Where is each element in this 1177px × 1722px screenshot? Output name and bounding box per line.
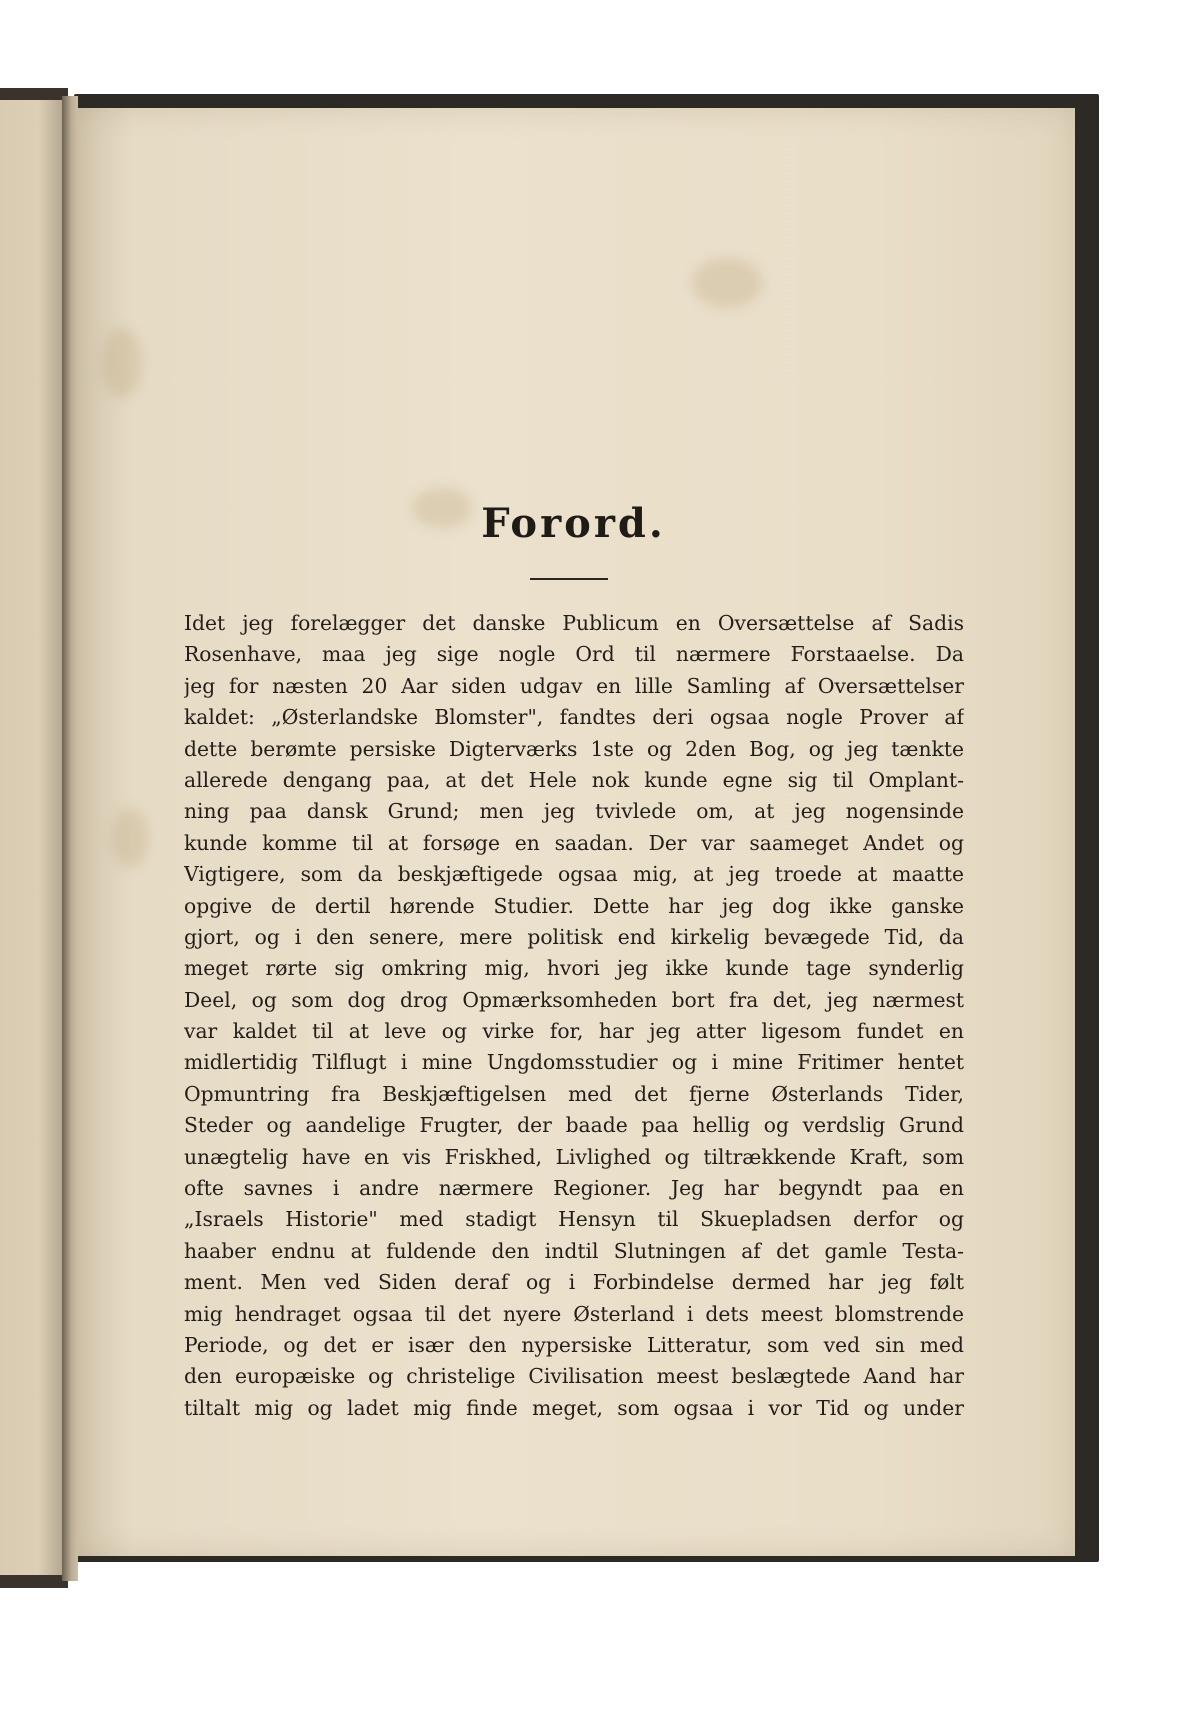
foxing-stain	[112, 808, 148, 868]
text-line: mig hendraget ogsaa til det nyere Østerland i dets meest blomstrende	[184, 1301, 964, 1326]
text-line: kunde komme til at forsøge en saadan. Der var saameget Andet og	[184, 830, 964, 855]
text-line: Rosenhave, maa jeg sige nogle Ord til nærmere Forstaaelse. Da	[184, 642, 964, 667]
text-line: Deel, og som dog drog Opmærksomheden bort fra det, jeg nærmest	[184, 987, 964, 1012]
text-line: „Israels Historie" med stadigt Hensyn til Skuepladsen derfor og	[184, 1207, 964, 1232]
foxing-stain	[102, 328, 142, 398]
text-line: jeg for næsten 20 Aar siden udgav en lille Samling af Oversættelser	[184, 673, 964, 698]
text-line: Opmuntring fra Beskjæftigelsen med det fjerne Østerlands Tider,	[184, 1081, 964, 1106]
text-line: ning paa dansk Grund; men jeg tvivlede om, at jeg nogensinde	[184, 799, 964, 824]
text-line: var kaldet til at leve og virke for, har jeg atter ligesom fundet en	[184, 1019, 964, 1044]
text-line: den europæiske og christelige Civilisation meest beslægtede Aand har	[184, 1364, 964, 1389]
text-line: Idet jeg forelægger det danske Publicum en Oversættelse af Sadis	[184, 611, 964, 635]
text-line: haaber endnu at fuldende den indtil Slutningen af det gamle Testa-	[184, 1238, 964, 1263]
text-line: gjort, og i den senere, mere politisk end kirkelig bevægede Tid, da	[184, 924, 964, 949]
text-line: allerede dengang paa, at det Hele nok kunde egne sig til Omplant-	[184, 767, 964, 792]
heading-rule	[530, 578, 608, 580]
text-line: opgive de dertil hørende Studier. Dette har jeg dog ikke ganske	[184, 893, 964, 918]
body-text	[184, 608, 964, 1424]
foxing-stain	[692, 258, 762, 308]
text-line: unægtelig have en vis Friskhed, Livlighed og tiltrækkende Kraft, som	[184, 1144, 964, 1169]
left-page-edge	[0, 100, 70, 1575]
text-line: ment. Men ved Siden deraf og i Forbindelse dermed har jeg følt	[184, 1270, 964, 1295]
book-page	[72, 108, 1075, 1556]
text-line: ofte savnes i andre nærmere Regioner. Jeg har begyndt paa en	[184, 1176, 964, 1201]
text-line: meget rørte sig omkring mig, hvori jeg ikke kunde tage synderlig	[184, 956, 964, 981]
text-line: dette berømte persiske Digterværks 1ste og 2den Bog, og jeg tænkte	[184, 736, 964, 761]
text-line: Vigtigere, som da beskjæftigede ogsaa mig, at jeg troede at maatte	[184, 862, 964, 887]
book-gutter	[62, 96, 78, 1581]
page-heading: Forord.	[481, 500, 666, 547]
text-line: tiltalt mig og ladet mig finde meget, som ogsaa i vor Tid og under	[184, 1395, 964, 1420]
text-line: Steder og aandelige Frugter, der baade paa hellig og verdslig Grund	[184, 1113, 964, 1138]
text-line: Periode, og det er især den nypersiske Litteratur, som ved sin med	[184, 1332, 964, 1357]
text-line: kaldet: „Østerlandske Blomster", fandtes deri ogsaa nogle Prover af	[184, 705, 964, 730]
text-line: midlertidig Tilflugt i mine Ungdomsstudier og i mine Fritimer hentet	[184, 1050, 964, 1075]
